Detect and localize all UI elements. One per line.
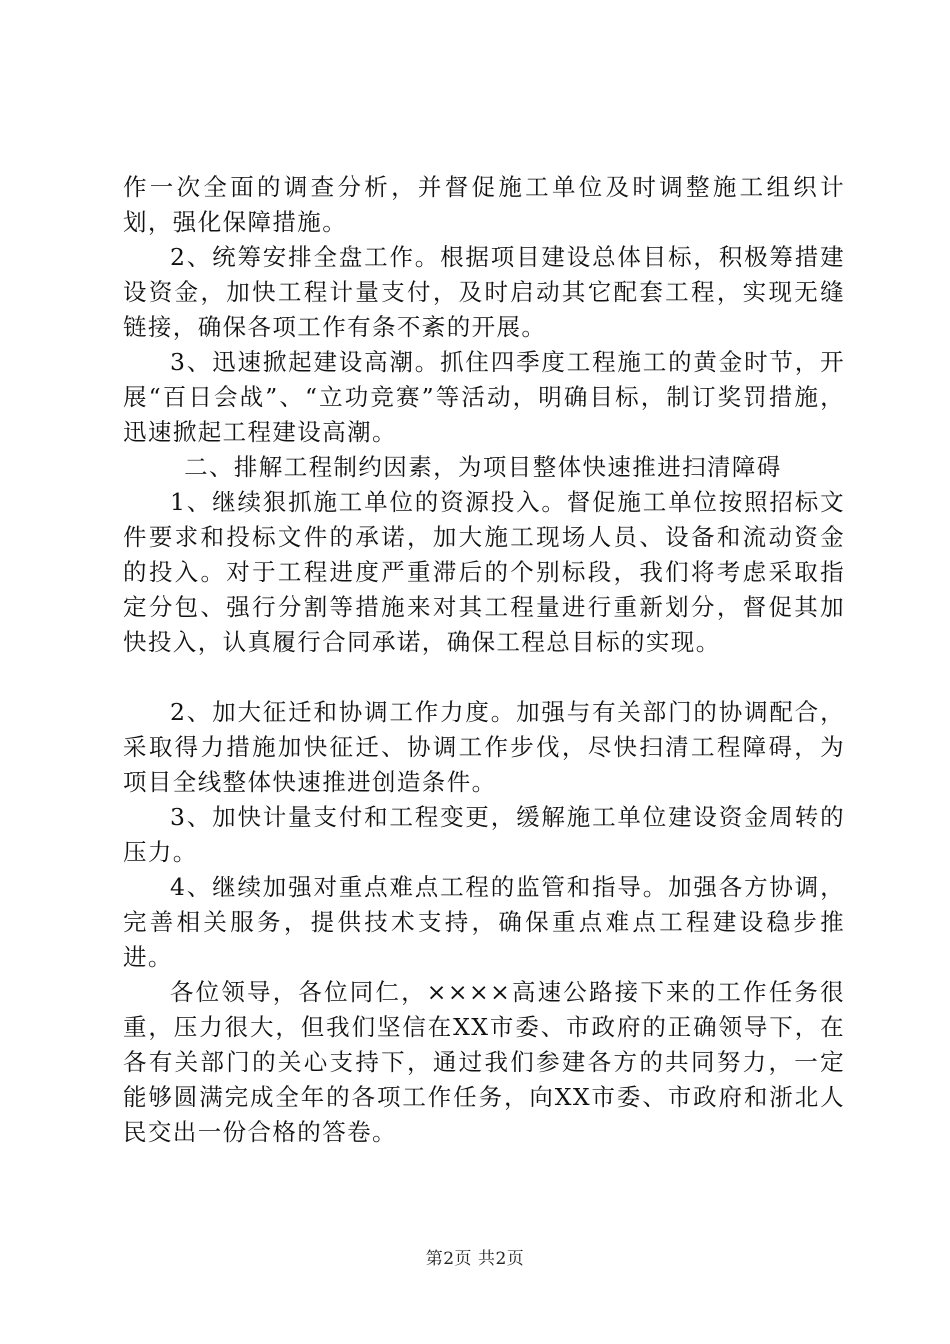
- paragraph-section2-item-2: 2、加大征迁和协调工作力度。加强与有关部门的协调配合，采取得力措施加快征迁、协调工作步伐，尽快扫清工程障碍，为项目全线整体快速推进创造条件。: [123, 698, 845, 796]
- paragraph-section2-item-3: 3、加快计量支付和工程变更，缓解施工单位建设资金周转的压力。: [123, 803, 845, 866]
- section-heading: 二、排解工程制约因素，为项目整体快速推进扫清障碍: [184, 453, 782, 481]
- paragraph-section2-item-1: 1、继续狠抓施工单位的资源投入。督促施工单位按照招标文件要求和投标文件的承诺，加大施工现场人员、设备和流动资金的投入。对于工程进度严重滞后的个别标段，我们将考虑采取指定分包、强行分割等措施来对其工程量进行重新划分，督促其加快投入，认真履行合同承诺，确保工程总目标的实现。: [123, 488, 845, 656]
- paragraph-closing: 各位领导，各位同仁，××××高速公路接下来的工作任务很重，压力很大，但我们坚信在XX市委、市政府的正确领导下，在各有关部门的关心支持下，通过我们参建各方的共同努力，一定能够圆满完成全年的各项工作任务，向XX市委、市政府和浙北人民交出一份合格的答卷。: [123, 978, 845, 1146]
- document-body: [123, 170, 845, 1150]
- paragraph-item-3: 3、迅速掀起建设高潮。抓住四季度工程施工的黄金时节，开展“百日会战”、“立功竞赛”等活动，明确目标，制订奖罚措施，迅速掀起工程建设高潮。: [123, 348, 845, 446]
- paragraph-continuation: 作一次全面的调查分析，并督促施工单位及时调整施工组织计划，强化保障措施。: [123, 173, 845, 236]
- paragraph-section2-item-4: 4、继续加强对重点难点工程的监管和指导。加强各方协调，完善相关服务，提供技术支持，确保重点难点工程建设稳步推进。: [123, 873, 845, 971]
- paragraph-item-2: 2、统筹安排全盘工作。根据项目建设总体目标，积极筹措建设资金，加快工程计量支付，及时启动其它配套工程，实现无缝链接，确保各项工作有条不紊的开展。: [123, 243, 845, 341]
- page-number-label: 第2页 共2页: [425, 1249, 525, 1269]
- page-footer: [0, 1244, 950, 1269]
